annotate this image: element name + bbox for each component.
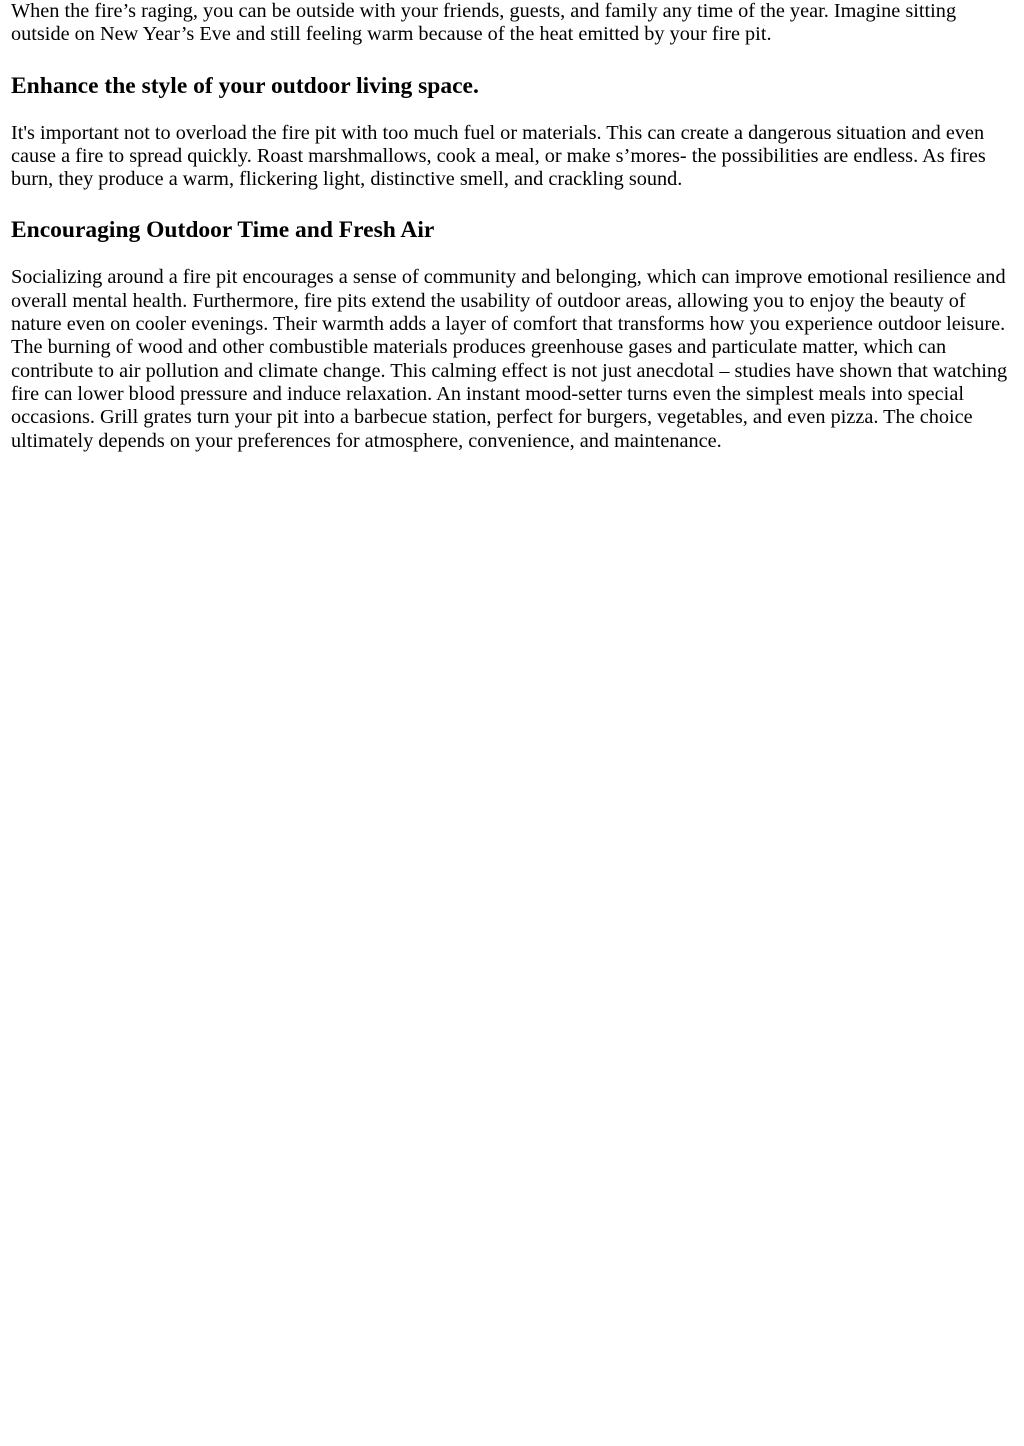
heading-enhance-style: Enhance the style of your outdoor living space. — [11, 72, 479, 99]
heading-outdoor-time: Encouraging Outdoor Time and Fresh Air — [11, 217, 435, 244]
paragraph-fire-safety: It's important not to overload the fire pit with too much fuel or materials. This can create a dangerous situation and even cause a fire to spread quickly. Roast marshmallows, cook a meal, or make s’mores- the possibilities are endless. As fires burn, they produce a warm, flickering light, distinctive smell, and crackling sound. — [11, 121, 986, 191]
paragraph-socializing: Socializing around a fire pit encourages a sense of community and belonging, which can improve emotional resilience and overall mental health. Furthermore, fire pits extend the usability of outdoor areas, allowing you to enjoy the beauty of nature even on cooler evenings. Their warmth adds a layer of comfort that transforms how you experience outdoor leisure. The burning of wood and other combustible materials produces greenhouse gases and particulate matter, which can contribute to air pollution and climate change. This calming effect is not just anecdotal – studies have shown that watching fire can lower blood pressure and induce relaxation. An instant mood-setter turns even the simplest meals into special occasions. Grill grates turn your pit into a barbecue station, perfect for burgers, vegetables, and even pizza. The choice ultimately depends on your preferences for atmosphere, convenience, and maintenance. — [11, 266, 1008, 452]
paragraph-year-round-warmth: When the fire’s raging, you can be outside with your friends, guests, and family any time of the year. Imagine sitting outside on New Year’s Eve and still feeling warm because of the heat emitted by your fire pit. — [11, 0, 957, 46]
article-body — [0, 0, 1024, 453]
